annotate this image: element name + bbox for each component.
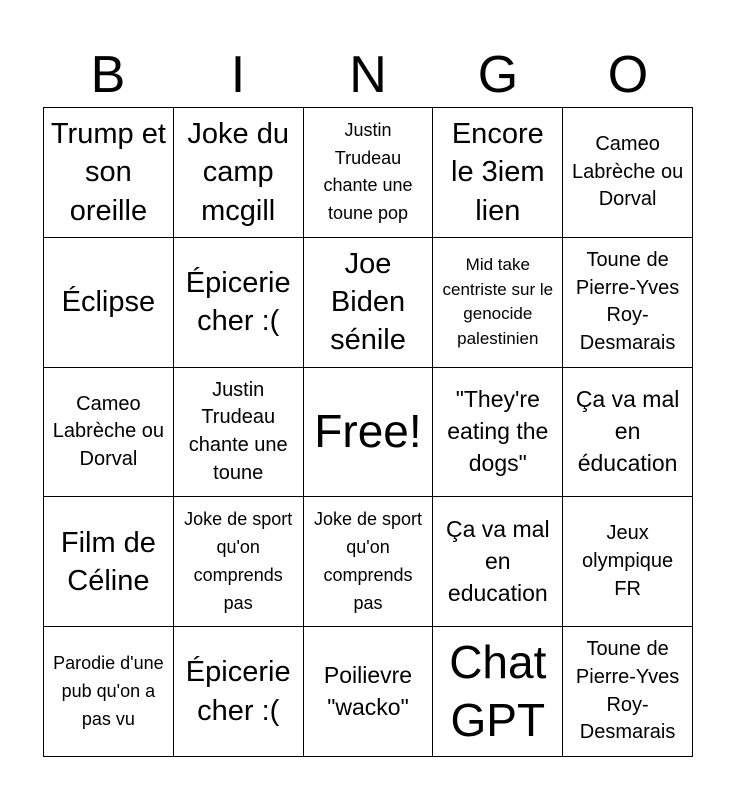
- bingo-cell-text: Épicerie cher :(: [185, 266, 291, 338]
- bingo-cell[interactable]: [433, 368, 563, 498]
- bingo-cell-text: Chat GPT: [449, 636, 547, 746]
- bingo-cell[interactable]: [174, 368, 304, 498]
- bingo-cell[interactable]: [433, 108, 563, 238]
- bingo-cell[interactable]: [174, 108, 304, 238]
- free-space-cell[interactable]: [304, 368, 434, 498]
- bingo-cell-text: Trump et son oreille: [50, 118, 166, 227]
- header-letter-o: O: [607, 46, 649, 104]
- bingo-cell[interactable]: [563, 497, 693, 627]
- bingo-cell[interactable]: [563, 627, 693, 757]
- bingo-cell[interactable]: [44, 108, 174, 238]
- bingo-cell-text: Parodie d'une pub qu'on a pas vu: [53, 652, 164, 729]
- bingo-cell[interactable]: [44, 627, 174, 757]
- bingo-cell-text: Justin Trudeau chante une toune: [188, 378, 288, 484]
- bingo-cell[interactable]: [563, 108, 693, 238]
- header-letter-b: B: [90, 46, 126, 104]
- bingo-cell-text: Toune de Pierre-Yves Roy-Desmarais: [575, 249, 680, 354]
- bingo-cell-text: Éclipse: [61, 286, 156, 319]
- bingo-cell[interactable]: [174, 627, 304, 757]
- bingo-header: [43, 42, 693, 108]
- header-letter-n: N: [349, 46, 387, 104]
- bingo-cell-text: Poilievre "wacko": [323, 661, 413, 720]
- bingo-cell[interactable]: [433, 627, 563, 757]
- bingo-cell-text: Cameo Labrèche ou Dorval: [52, 392, 164, 470]
- bingo-cell-text: Film de Céline: [60, 526, 156, 597]
- header-letter-i: I: [230, 46, 246, 104]
- bingo-cell-text: "They're eating the dogs": [447, 386, 549, 476]
- bingo-grid: [43, 107, 693, 757]
- bingo-cell-text: Épicerie cher :(: [185, 656, 291, 727]
- bingo-cell-text: Joke de sport qu'on comprends pas: [313, 509, 423, 613]
- bingo-cell[interactable]: [304, 238, 434, 368]
- bingo-cell[interactable]: [433, 238, 563, 368]
- bingo-cell-text: Toune de Pierre-Yves Roy-Desmarais: [575, 638, 680, 744]
- bingo-cell[interactable]: [304, 627, 434, 757]
- bingo-cell-text: Mid take centriste sur le genocide palestinien: [442, 254, 554, 348]
- bingo-cell-text: Jeux olympique FR: [582, 522, 674, 600]
- bingo-cell[interactable]: [44, 497, 174, 627]
- bingo-cell[interactable]: [44, 238, 174, 368]
- bingo-cell[interactable]: [304, 497, 434, 627]
- bingo-cell-text: Cameo Labrèche ou Dorval: [571, 133, 684, 211]
- bingo-cell-text: Joe Biden sénile: [330, 247, 406, 357]
- bingo-cell-text: Ça va mal en éducation: [575, 386, 680, 476]
- bingo-cell-text: Encore le 3iem lien: [451, 118, 545, 227]
- bingo-cell-text: Ça va mal en education: [446, 516, 550, 606]
- free-space-text: Free!: [314, 405, 422, 458]
- bingo-cell[interactable]: [304, 108, 434, 238]
- header-letter-g: G: [477, 46, 519, 104]
- bingo-cell[interactable]: [433, 497, 563, 627]
- bingo-cell[interactable]: [563, 238, 693, 368]
- bingo-cell[interactable]: [563, 368, 693, 498]
- bingo-cell-text: Joke du camp mcgill: [187, 118, 289, 227]
- bingo-cell-text: Justin Trudeau chante une toune pop: [323, 119, 413, 224]
- bingo-cell[interactable]: [44, 368, 174, 498]
- bingo-cell[interactable]: [174, 238, 304, 368]
- bingo-cell[interactable]: [174, 497, 304, 627]
- bingo-cell-text: Joke de sport qu'on comprends pas: [184, 509, 293, 613]
